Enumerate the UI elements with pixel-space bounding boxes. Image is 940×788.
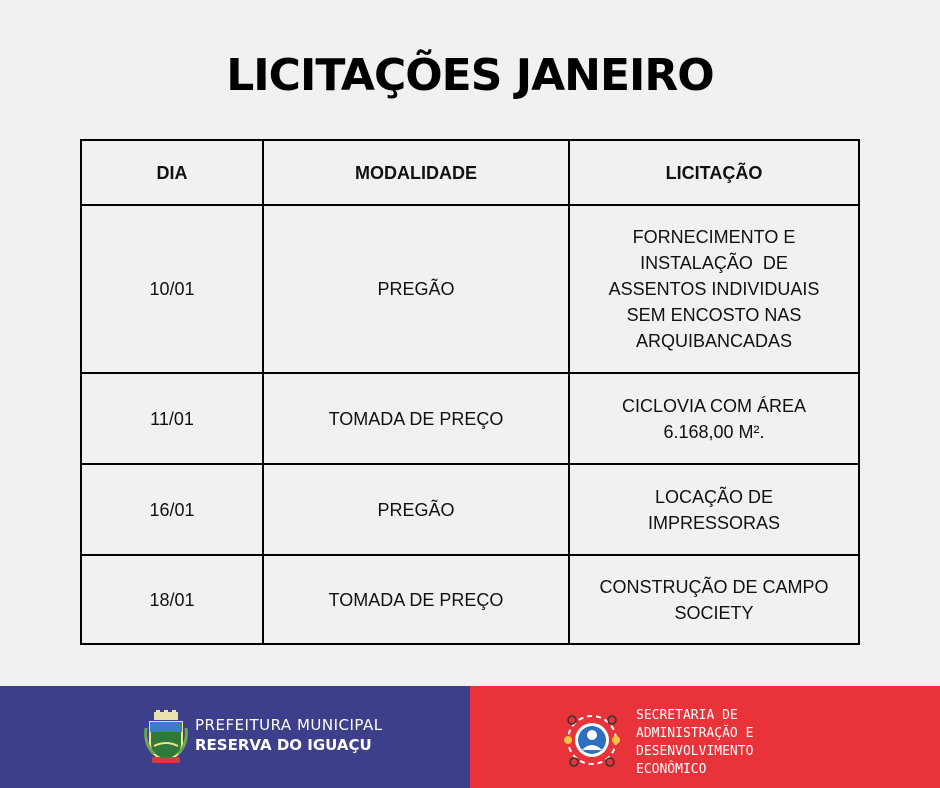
licitacao-line: CONSTRUÇÃO DE CAMPO bbox=[599, 576, 829, 597]
cell-licitacao bbox=[569, 464, 859, 555]
table-header-row bbox=[81, 140, 859, 205]
licitacao-line: INSTALAÇÃO DE bbox=[640, 253, 788, 273]
prefeitura-line1: PREFEITURA MUNICIPAL bbox=[195, 716, 383, 734]
cell-dia: 18/01 bbox=[81, 555, 263, 644]
table-row bbox=[81, 205, 859, 373]
cell-licitacao bbox=[569, 205, 859, 373]
secretaria-text bbox=[636, 707, 753, 779]
cell-modalidade: PREGÃO bbox=[263, 464, 569, 555]
footer bbox=[0, 686, 940, 788]
licitacao-line: SEM ENCOSTO NAS bbox=[626, 305, 802, 325]
licitacao-line: 6.168,00 M². bbox=[663, 421, 765, 442]
table-row bbox=[81, 464, 859, 555]
cell-dia: 16/01 bbox=[81, 464, 263, 555]
licitacao-line: SOCIETY bbox=[674, 602, 754, 623]
licitacao-line: IMPRESSORAS bbox=[647, 512, 781, 533]
cell-modalidade: PREGÃO bbox=[263, 205, 569, 373]
footer-prefeitura bbox=[0, 686, 470, 788]
cell-dia: 11/01 bbox=[81, 373, 263, 464]
cell-modalidade: TOMADA DE PREÇO bbox=[263, 373, 569, 464]
secretaria-line: ADMINISTRAÇÃO E bbox=[636, 726, 754, 741]
header-modalidade: MODALIDADE bbox=[263, 140, 569, 205]
licitacao-line: LOCAÇÃO DE bbox=[654, 486, 774, 507]
footer-secretaria bbox=[470, 686, 940, 788]
table-row bbox=[81, 373, 859, 464]
header-licitacao: LICITAÇÃO bbox=[569, 140, 859, 205]
secretaria-line: SECRETARIA DE bbox=[636, 708, 738, 723]
prefeitura-line2: RESERVA DO IGUAÇU bbox=[195, 736, 372, 754]
cell-dia: 10/01 bbox=[81, 205, 263, 373]
municipal-crest-icon bbox=[144, 710, 188, 764]
page-title: LICITAÇÕES JANEIRO bbox=[226, 50, 714, 101]
licitacao-line: CICLOVIA COM ÁREA bbox=[621, 395, 807, 416]
secretaria-person-icon bbox=[558, 706, 626, 774]
prefeitura-text bbox=[195, 716, 383, 754]
cell-licitacao bbox=[569, 555, 859, 644]
header-dia: DIA bbox=[81, 140, 263, 205]
table-row bbox=[81, 555, 859, 644]
cell-modalidade: TOMADA DE PREÇO bbox=[263, 555, 569, 644]
licitacao-line: FORNECIMENTO E bbox=[632, 227, 796, 247]
secretaria-line: DESENVOLVIMENTO bbox=[636, 744, 754, 759]
licitacao-line: ARQUIBANCADAS bbox=[635, 331, 793, 351]
cell-licitacao bbox=[569, 373, 859, 464]
licitacoes-table bbox=[80, 139, 860, 645]
licitacao-line: ASSENTOS INDIVIDUAIS bbox=[608, 279, 820, 299]
secretaria-line: ECONÔMICO bbox=[636, 762, 707, 777]
